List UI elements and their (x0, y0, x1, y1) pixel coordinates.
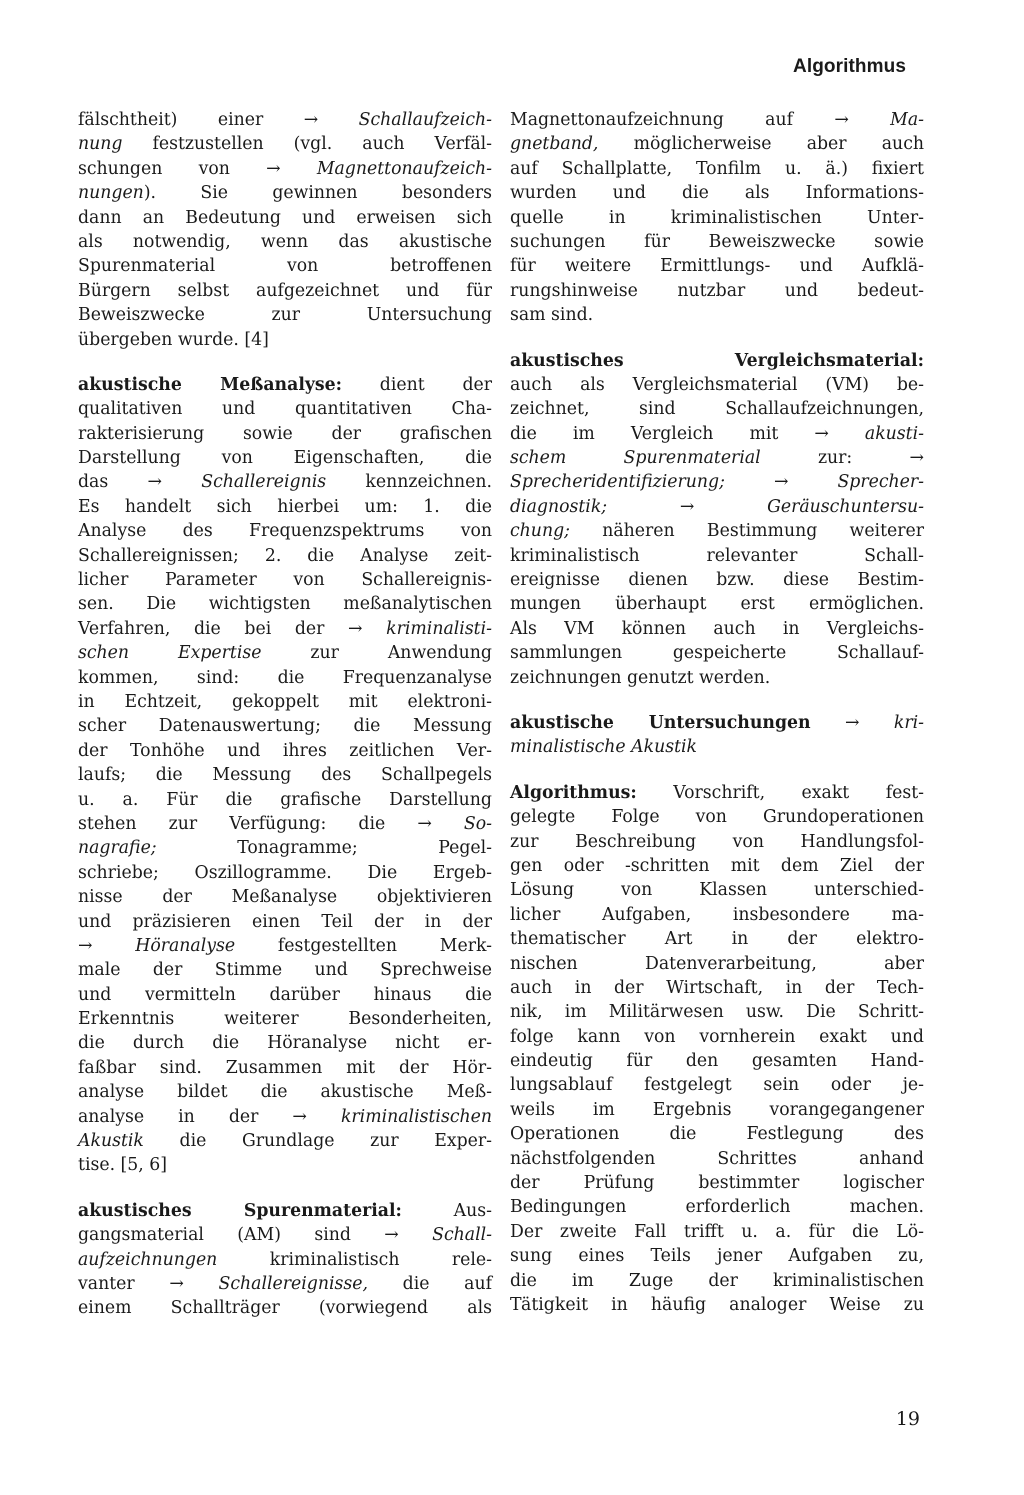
text-run: Bürgern selbst aufgezeichnet und für (78, 280, 492, 301)
text-run: dient der (342, 374, 492, 395)
cross-reference: schen Expertise (78, 643, 262, 664)
text-line (78, 1056, 492, 1080)
text-run: wurden und die als Informations- (510, 183, 924, 204)
text-run: Operationen die Festlegung des (510, 1124, 924, 1145)
text-line (78, 230, 492, 254)
running-head: Algorithmus (793, 56, 906, 77)
text-run: quelle in kriminalistischen Unter- (510, 207, 924, 228)
cross-reference: Sprecheridentifizierung; (510, 472, 725, 493)
entry-headword: akustische Untersuchungen (510, 712, 811, 733)
text-line (510, 279, 924, 303)
text-run: kriminalistisch rele- (217, 1249, 492, 1270)
text-run: sung eines Teils jener Aufgaben zu, (510, 1246, 924, 1267)
text-line (78, 788, 492, 812)
text-line (78, 519, 492, 543)
text-run: qualitativen und quantitativen Cha- (78, 399, 492, 420)
text-run: lungsablauf festgelegt sein oder je- (510, 1075, 924, 1096)
text-line (510, 854, 924, 878)
text-run: die im Vergleich mit → (510, 423, 865, 444)
text-run: sam sind. (510, 305, 594, 326)
paragraph-gap (78, 352, 492, 373)
text-line (78, 690, 492, 714)
text-run: stehen zur Verfügung: die → (78, 813, 464, 834)
text-run: rakterisierung sowie der grafischen (78, 423, 492, 444)
text-run: ). Sie gewinnen besonders (143, 183, 492, 204)
text-run: faßbar sind. Zusammen mit der Hör- (78, 1057, 492, 1078)
text-line (78, 1080, 492, 1104)
text-line (510, 735, 924, 759)
text-line (78, 1007, 492, 1031)
text-line (78, 108, 492, 132)
text-run: Analyse des Frequenzspektrums von (78, 521, 492, 542)
text-run: Spurenmaterial von betroffenen (78, 256, 492, 277)
cross-reference: kriminalisti- (386, 618, 492, 639)
text-run: einem Schallträger (vorwiegend als (78, 1298, 492, 1319)
right-column (510, 108, 924, 1317)
text-run: nik, im Militärwesen usw. Die Schritt- (510, 1002, 924, 1023)
text-line (510, 1049, 924, 1073)
text-run: → (607, 496, 768, 517)
text-line (510, 927, 924, 951)
text-run: kommen, sind: die Frequenzanalyse (78, 667, 492, 688)
text-line (78, 934, 492, 958)
text-run: kriminalistisch relevanter Schall- (510, 545, 924, 566)
text-run: folge kann von vornherein exakt und (510, 1026, 924, 1047)
cross-reference: Schallereignisse, (218, 1273, 368, 1294)
text-run: → (724, 472, 838, 493)
text-run: eindeutig für den gesamten Hand- (510, 1051, 924, 1072)
cross-reference: Akustik (78, 1131, 144, 1152)
text-run: analyse bildet die akustische Meß- (78, 1082, 492, 1103)
text-run: nächstfolgenden Schrittes anhand (510, 1148, 924, 1169)
text-line (78, 861, 492, 885)
entry-headword: akustische Meßanalyse: (78, 374, 343, 395)
text-run: Es handelt sich hierbei um: 1. die (78, 496, 492, 517)
text-line (510, 132, 924, 156)
text-run: näheren Bestimmung weiterer (569, 521, 924, 542)
text-line (78, 157, 492, 181)
text-line (510, 519, 924, 543)
cross-reference: kriminalistischen (340, 1106, 492, 1127)
text-run: Darstellung von Eigenschaften, die (78, 448, 492, 469)
text-run: gangsmaterial (AM) sind → (78, 1225, 433, 1246)
left-column (78, 108, 492, 1321)
text-run: Der zweite Fall trifft u. a. für die Lö- (510, 1221, 924, 1242)
text-line (78, 739, 492, 763)
text-line (78, 1199, 492, 1223)
text-run: rungshinweise nutzbar und bedeut- (510, 280, 924, 301)
text-line (510, 303, 924, 327)
page-number: 19 (895, 1408, 920, 1430)
cross-reference: Höranalyse (135, 935, 236, 956)
cross-reference: Magnettonaufzeich- (316, 158, 492, 179)
text-line (78, 495, 492, 519)
text-line (78, 836, 492, 860)
text-line (510, 1195, 924, 1219)
text-line (78, 910, 492, 934)
text-run: festgestellten Merk- (235, 935, 492, 956)
text-run: zeichnet, sind Schallaufzeichnungen, (510, 399, 924, 420)
cross-reference: Ma- (890, 110, 924, 130)
text-line (78, 812, 492, 836)
cross-reference: schem Spurenmaterial (510, 448, 761, 469)
text-run: licher Parameter von Schallereignis- (78, 570, 492, 591)
text-line (510, 470, 924, 494)
paragraph-gap (510, 328, 924, 349)
text-run: die auf (367, 1273, 492, 1294)
text-line (510, 805, 924, 829)
text-run: und vermitteln darüber hinaus die (78, 984, 492, 1005)
text-line (78, 544, 492, 568)
text-run: laufs; die Messung des Schallpegels (78, 765, 492, 786)
cross-reference: Schallereignis (201, 472, 327, 493)
text-run: zur: → (760, 448, 924, 469)
text-run: nisse der Meßanalyse objektivieren (78, 887, 492, 908)
text-line (78, 763, 492, 787)
cross-reference: Schall- (432, 1225, 492, 1246)
text-line (510, 1293, 924, 1317)
text-run: übergeben wurde. [4] (78, 329, 269, 350)
text-line (510, 1073, 924, 1097)
text-run: schungen von → (78, 158, 317, 179)
text-run: Vorschrift, exakt fest- (636, 782, 924, 803)
text-run: suchungen für Beweiszwecke sowie (510, 231, 924, 252)
text-run: u. a. Für die grafische Darstellung (78, 789, 492, 810)
text-run: für weitere Ermittlungs- und Aufklä- (510, 256, 924, 277)
paragraph-gap (510, 690, 924, 711)
text-run: dann an Bedeutung und erweisen sich (78, 207, 492, 228)
text-run: gen oder -schritten mit dem Ziel der (510, 855, 924, 876)
text-line (510, 830, 924, 854)
text-run: nischen Datenverarbeitung, aber (510, 953, 924, 974)
text-line (510, 903, 924, 927)
text-line (510, 108, 924, 132)
text-run: thematischer Art in der elektro- (510, 929, 924, 950)
text-run: der Tonhöhe und ihres zeitlichen Ver- (78, 740, 492, 761)
text-line (78, 1105, 492, 1129)
text-line (510, 1269, 924, 1293)
text-run: Lösung von Klassen unterschied- (510, 880, 924, 901)
cross-reference: kri- (893, 712, 924, 733)
text-line (78, 446, 492, 470)
text-line (510, 181, 924, 205)
text-run: Bedingungen erforderlich machen. (510, 1197, 924, 1218)
text-line (78, 885, 492, 909)
text-run: das → (78, 472, 202, 493)
text-line (510, 1147, 924, 1171)
text-run: Tätigkeit in häufig analoger Weise zu (510, 1294, 924, 1315)
text-line (78, 397, 492, 421)
text-line (510, 878, 924, 902)
text-line (510, 1025, 924, 1049)
cross-reference: minalistische Akustik (510, 737, 698, 758)
text-line (510, 1098, 924, 1122)
paragraph-gap (78, 1178, 492, 1199)
text-run: tise. [5, 6] (78, 1155, 168, 1176)
text-line (78, 1129, 492, 1153)
text-line (78, 181, 492, 205)
text-run: in Echtzeit, gekoppelt mit elektroni- (78, 691, 492, 712)
text-run: Beweiszwecke zur Untersuchung (78, 305, 492, 326)
text-run: die im Zuge der kriminalistischen (510, 1270, 924, 1291)
text-line (510, 1244, 924, 1268)
cross-reference: Geräuschuntersu- (767, 496, 924, 517)
text-run: Verfahren, die bei der → (78, 618, 387, 639)
text-run: auch in der Wirtschaft, in der Tech- (510, 977, 924, 998)
text-run: Magnettonaufzeichnung auf → (510, 110, 891, 130)
paragraph-gap (510, 760, 924, 781)
text-line (510, 446, 924, 470)
text-line (78, 666, 492, 690)
text-run: scher Datenauswertung; die Messung (78, 716, 492, 737)
cross-reference: Sprecher- (837, 472, 924, 493)
text-line (78, 422, 492, 446)
text-line (510, 711, 924, 735)
text-line (510, 230, 924, 254)
entry-headword: akustisches Spurenmaterial: (78, 1200, 402, 1221)
text-line (510, 1220, 924, 1244)
text-line (510, 1171, 924, 1195)
text-run: sammlungen gespeicherte Schallauf- (510, 643, 924, 664)
text-line (510, 206, 924, 230)
text-line (510, 952, 924, 976)
text-run: male der Stimme und Sprechweise (78, 960, 492, 981)
text-run: ereignisse dienen bzw. diese Bestim- (510, 570, 924, 591)
text-run: Tonagramme; Pegel- (156, 838, 492, 859)
text-run: der Prüfung bestimmter logischer (510, 1173, 924, 1194)
text-run: zeichnungen genutzt werden. (510, 667, 771, 688)
text-line (78, 254, 492, 278)
text-line (510, 254, 924, 278)
text-line (510, 422, 924, 446)
text-run: die durch die Höranalyse nicht er- (78, 1033, 492, 1054)
text-line (78, 132, 492, 156)
text-run: vanter → (78, 1273, 219, 1294)
text-line (510, 568, 924, 592)
text-line (78, 1296, 492, 1320)
text-line (78, 1248, 492, 1272)
cross-reference: nung (78, 134, 123, 155)
text-line (510, 641, 924, 665)
text-run: Schallereignissen; 2. die Analyse zeit- (78, 545, 492, 566)
text-run: Erkenntnis weiterer Besonderheiten, (78, 1009, 492, 1030)
text-line (78, 328, 492, 352)
text-line (510, 1122, 924, 1146)
text-line (510, 397, 924, 421)
text-run: licher Aufgaben, insbesondere ma- (510, 904, 924, 925)
text-run: möglicherweise aber auch (598, 134, 924, 155)
entry-headword: Algorithmus: (510, 782, 637, 803)
text-run: Aus- (401, 1200, 492, 1221)
text-line (510, 666, 924, 690)
text-line (510, 976, 924, 1000)
text-line (78, 1223, 492, 1247)
text-line (78, 958, 492, 982)
text-line (78, 983, 492, 1007)
cross-reference: aufzeichnungen (78, 1249, 218, 1270)
text-run: und präzisieren einen Teil der in der (78, 911, 492, 932)
text-run: auf Schallplatte, Tonfilm u. ä.) fixiert (510, 158, 924, 179)
text-line (510, 617, 924, 641)
text-line (78, 1272, 492, 1296)
text-run: gelegte Folge von Grundoperationen (510, 807, 924, 828)
text-line (510, 495, 924, 519)
text-run: → (810, 712, 894, 733)
text-run: als notwendig, wenn das akustische (78, 231, 492, 252)
text-line (78, 303, 492, 327)
text-line (78, 1153, 492, 1177)
entry-headword: akustisches Vergleichsmaterial: (510, 350, 924, 371)
text-line (510, 349, 924, 373)
text-line (510, 1000, 924, 1024)
text-run: die Grundlage zur Exper- (143, 1131, 492, 1152)
text-line (78, 714, 492, 738)
text-line (78, 568, 492, 592)
text-line (78, 641, 492, 665)
text-line (78, 592, 492, 616)
text-line (78, 1031, 492, 1055)
cross-reference: akusti- (864, 423, 924, 444)
cross-reference: gnetband, (510, 134, 599, 155)
text-run: auch als Vergleichsmaterial (VM) be- (510, 374, 924, 395)
text-run: analyse in der → (78, 1106, 341, 1127)
text-run: → (78, 935, 136, 956)
text-line (510, 373, 924, 397)
cross-reference: So- (463, 813, 492, 834)
cross-reference: diagnostik; (510, 496, 608, 517)
text-line (78, 617, 492, 641)
text-line (78, 470, 492, 494)
text-run: Als VM können auch in Vergleichs- (510, 618, 924, 639)
text-run: schriebe; Oszillogramme. Die Ergeb- (78, 862, 492, 883)
text-line (510, 781, 924, 805)
cross-reference: nungen (78, 183, 144, 204)
text-run: weils im Ergebnis vorangegangener (510, 1099, 924, 1120)
text-run: mungen überhaupt erst ermöglichen. (510, 594, 924, 615)
text-run: zur Beschreibung von Handlungsfol- (510, 831, 924, 852)
text-run: fälschtheit) einer → (78, 110, 359, 130)
cross-reference: nagrafie; (78, 838, 157, 859)
text-line (78, 373, 492, 397)
text-line (78, 206, 492, 230)
text-run: zur Anwendung (261, 643, 492, 664)
text-line (510, 157, 924, 181)
text-line (78, 279, 492, 303)
text-line (510, 592, 924, 616)
text-run: kennzeichnen. (326, 472, 492, 493)
text-run: sen. Die wichtigsten meßanalytischen (78, 594, 492, 615)
cross-reference: Schallaufzeich- (358, 110, 492, 130)
cross-reference: chung; (510, 521, 570, 542)
text-line (510, 544, 924, 568)
text-run: festzustellen (vgl. auch Verfäl- (122, 134, 492, 155)
